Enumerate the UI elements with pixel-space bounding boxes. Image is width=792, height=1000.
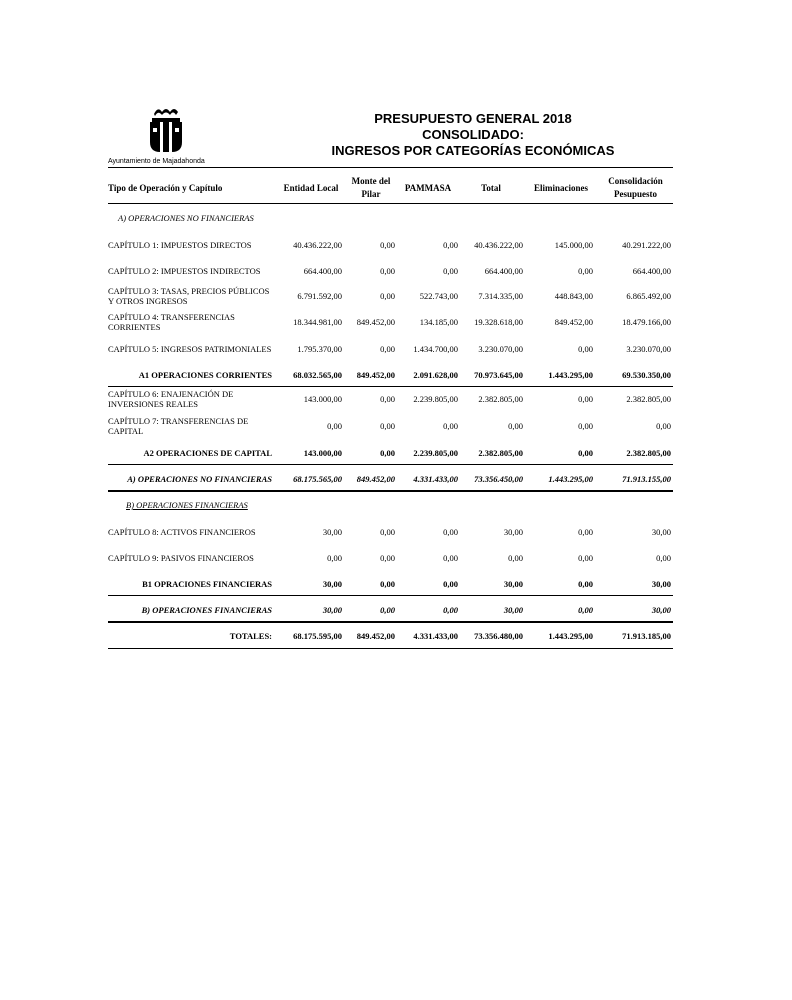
cell-consolidacion: 2.382.805,00 [626,394,671,404]
cell-total: 3.230.070,00 [478,344,523,354]
cell-total: 73.356.480,00 [474,631,523,641]
section-b-title: B) OPERACIONES FINANCIERAS [126,500,248,510]
col-header-monte-line1: Monte del [351,176,391,186]
table-row [108,389,673,411]
row-label [108,286,276,306]
cell-pammasa: 0,00 [443,240,458,250]
cell-entidad: 143.000,00 [303,448,342,458]
cell-consolidacion: 18.479.166,00 [622,317,671,327]
cell-entidad: 1.795.370,00 [297,344,342,354]
cell-eliminaciones: 0,00 [578,344,593,354]
cell-consolidacion: 0,00 [656,421,671,431]
cell-total: 19.328.618,00 [474,317,523,327]
section-a-title: A) OPERACIONES NO FINANCIERAS [118,213,254,223]
cell-consolidacion: 40.291.222,00 [622,240,671,250]
subtotal-rule [108,595,673,596]
cell-monte: 0,00 [380,448,395,458]
col-header-entidad: Entidad Local [283,183,339,193]
cell-entidad: 30,00 [322,527,342,537]
row-label: CAPÍTULO 8: ACTIVOS FINANCIEROS [108,527,256,537]
row-label: CAPÍTULO 2: IMPUESTOS INDIRECTOS [108,266,261,276]
cell-monte: 0,00 [380,421,395,431]
cell-total: 7.314.335,00 [478,291,523,301]
cell-consolidacion: 6.865.492,00 [626,291,671,301]
col-header-consolidacion-line1: Consolidación [608,176,663,186]
cell-monte: 0,00 [380,394,395,404]
cell-pammasa: 0,00 [443,266,458,276]
cell-pammasa: 0,00 [443,553,458,563]
row-label: B1 OPRACIONES FINANCIERAS [142,579,272,589]
cell-consolidacion: 3.230.070,00 [626,344,671,354]
cell-consolidacion: 30,00 [651,527,671,537]
cell-monte: 0,00 [380,291,395,301]
row-label: A) OPERACIONES NO FINANCIERAS [127,474,272,484]
col-header-consolidacion-line2: Pesupuesto [613,189,657,199]
row-label-line1: CAPÍTULO 7: TRANSFERENCIAS DE [108,416,249,426]
cell-consolidacion: 71.913.185,00 [622,631,671,641]
row-label: CAPÍTULO 1: IMPUESTOS DIRECTOS [108,240,252,250]
cell-pammasa: 522.743,00 [419,291,458,301]
cell-eliminaciones: 1.443.295,00 [548,370,593,380]
section-a-bottom-rule [108,490,673,492]
cell-total: 0,00 [508,421,523,431]
cell-total: 0,00 [508,553,523,563]
cell-eliminaciones: 145.000,00 [554,240,593,250]
col-header-monte [344,175,398,201]
row-label: A2 OPERACIONES DE CAPITAL [143,448,272,458]
cell-consolidacion: 69.530.350,00 [622,370,671,380]
cell-consolidacion: 71.913.155,00 [622,474,671,484]
cell-entidad: 0,00 [327,421,342,431]
row-label: CAPÍTULO 9: PASIVOS FINANCIEROS [108,553,254,563]
page-title-line1: PRESUPUESTO GENERAL 2018 [374,111,572,126]
cell-pammasa: 134.185,00 [419,317,458,327]
header-top-rule [108,167,673,168]
cell-pammasa: 1.434.700,00 [413,344,458,354]
cell-eliminaciones: 0,00 [578,605,593,615]
cell-total: 30,00 [503,579,523,589]
cell-entidad: 143.000,00 [303,394,342,404]
cell-total: 70.973.645,00 [474,370,523,380]
page-title-line2: CONSOLIDADO: [422,127,524,142]
col-header-pammasa: PAMMASA [404,183,452,193]
row-label: A1 OPERACIONES CORRIENTES [138,370,272,380]
cell-monte: 849.452,00 [356,370,395,380]
table-row [108,551,673,573]
cell-total: 2.382.805,00 [478,448,523,458]
row-label [108,389,276,409]
cell-monte: 0,00 [380,240,395,250]
cell-total: 30,00 [503,605,523,615]
table-row [108,286,673,308]
col-header-tipo: Tipo de Operación y Capítulo [108,183,223,193]
table-row [108,312,673,334]
row-label: CAPÍTULO 5: INGRESOS PATRIMONIALES [108,344,272,354]
cell-monte: 0,00 [380,605,395,615]
row-label: TOTALES: [229,631,272,641]
cell-eliminaciones: 1.443.295,00 [548,631,593,641]
cell-monte: 0,00 [380,344,395,354]
table-row [108,416,673,438]
cell-pammasa: 4.331.433,00 [413,631,458,641]
cell-pammasa: 0,00 [443,579,458,589]
cell-monte: 849.452,00 [356,631,395,641]
table-row [108,238,673,260]
row-label-line2: Y OTROS INGRESOS [108,296,188,306]
cell-monte: 0,00 [380,553,395,563]
table-row [108,264,673,286]
cell-entidad: 68.175.565,00 [293,474,342,484]
row-label-line2: INVERSIONES REALES [108,399,198,409]
cell-consolidacion: 30,00 [651,605,671,615]
header-bottom-rule [108,203,673,204]
table-row [108,342,673,364]
cell-entidad: 40.436.222,00 [293,240,342,250]
cell-pammasa: 2.239.805,00 [413,448,458,458]
cell-entidad: 30,00 [322,605,342,615]
cell-pammasa: 0,00 [443,421,458,431]
cell-eliminaciones: 0,00 [578,421,593,431]
cell-pammasa: 2.091.628,00 [413,370,458,380]
row-label-line2: CORRIENTES [108,322,161,332]
subtotal-rule [108,464,673,465]
cell-entidad: 30,00 [322,579,342,589]
cell-total: 30,00 [503,527,523,537]
cell-consolidacion: 664.400,00 [632,266,671,276]
row-label: B) OPERACIONES FINANCIERAS [141,605,272,615]
cell-total: 664.400,00 [484,266,523,276]
cell-entidad: 664.400,00 [303,266,342,276]
row-label-line2: CAPITAL [108,426,144,436]
cell-total: 2.382.805,00 [478,394,523,404]
subtotal-rule [108,386,673,387]
cell-pammasa: 4.331.433,00 [413,474,458,484]
majadahonda-logo [140,104,192,156]
cell-eliminaciones: 1.443.295,00 [548,474,593,484]
cell-eliminaciones: 0,00 [578,579,593,589]
cell-total: 73.356.450,00 [474,474,523,484]
row-label-line1: CAPÍTULO 6: ENAJENACIÓN DE [108,389,234,399]
cell-pammasa: 2.239.805,00 [413,394,458,404]
cell-pammasa: 0,00 [443,527,458,537]
col-header-total: Total [481,183,501,193]
cell-eliminaciones: 448.843,00 [554,291,593,301]
cell-pammasa: 0,00 [443,605,458,615]
cell-consolidacion: 2.382.805,00 [626,448,671,458]
cell-entidad: 18.344.981,00 [293,317,342,327]
totals-top-rule [108,621,673,623]
row-label-line1: CAPÍTULO 3: TASAS, PRECIOS PÚBLICOS [108,286,270,296]
col-header-consolidacion [598,175,673,201]
cell-entidad: 0,00 [327,553,342,563]
page-title-line3: INGRESOS POR CATEGORÍAS ECONÓMICAS [331,143,615,158]
col-header-monte-line2: Pilar [361,189,381,199]
cell-eliminaciones: 0,00 [578,527,593,537]
cell-consolidacion: 30,00 [651,579,671,589]
table-row [108,525,673,547]
cell-monte: 849.452,00 [356,317,395,327]
cell-monte: 849.452,00 [356,474,395,484]
cell-monte: 0,00 [380,527,395,537]
table-bottom-rule [108,648,673,649]
row-label [108,312,276,332]
cell-monte: 0,00 [380,266,395,276]
col-header-eliminaciones: Eliminaciones [533,183,588,193]
cell-entidad: 68.032.565,00 [293,370,342,380]
cell-eliminaciones: 0,00 [578,448,593,458]
logo-caption: Ayuntamiento de Majadahonda [108,158,205,165]
cell-entidad: 6.791.592,00 [297,291,342,301]
row-label-line1: CAPÍTULO 4: TRANSFERENCIAS [108,312,235,322]
cell-eliminaciones: 0,00 [578,266,593,276]
cell-eliminaciones: 849.452,00 [554,317,593,327]
cell-total: 40.436.222,00 [474,240,523,250]
cell-entidad: 68.175.595,00 [293,631,342,641]
cell-consolidacion: 0,00 [656,553,671,563]
cell-eliminaciones: 0,00 [578,394,593,404]
cell-monte: 0,00 [380,579,395,589]
cell-eliminaciones: 0,00 [578,553,593,563]
row-label [108,416,276,436]
